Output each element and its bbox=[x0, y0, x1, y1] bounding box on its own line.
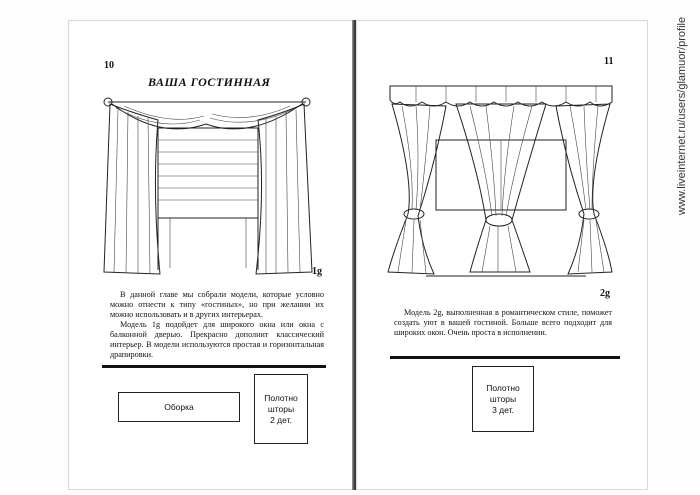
page-title: ВАША ГОСТИННАЯ bbox=[148, 75, 271, 89]
part-label: 2 дет. bbox=[270, 414, 292, 425]
left-paragraph: Модель 1g подойдет для широкого окна или окна с балконной дверью. Прекрасно дополнит классический интерьер. В модели используются простая и горизонтальная драпировки. bbox=[110, 320, 324, 359]
left-paragraph: В данной главе мы собрали модели, которые условно можно отнести к типу «гостиных», но при желании их можно использовать и в других интерьерах. bbox=[110, 290, 324, 319]
part-label: Полотно bbox=[264, 392, 298, 403]
curtain-illustration-2g bbox=[386, 80, 616, 280]
section-divider bbox=[102, 365, 326, 368]
figure-code-2g: 2g bbox=[600, 288, 610, 299]
part-box-curtain-panel bbox=[472, 366, 534, 432]
part-box-ruffle bbox=[118, 392, 240, 422]
part-box-curtain-panel bbox=[254, 374, 308, 444]
right-page-number: 11 bbox=[604, 56, 614, 67]
section-divider bbox=[390, 356, 620, 359]
right-body-text bbox=[394, 308, 612, 338]
figure-code-1g: 1g bbox=[312, 266, 322, 277]
part-label: Оборка bbox=[164, 401, 194, 412]
curtain-illustration-1g bbox=[100, 90, 320, 280]
part-label: 3 дет. bbox=[492, 404, 514, 415]
watermark-text: www.liveinternet.ru/users/glamuor/profile bbox=[676, 16, 688, 215]
part-label: шторы bbox=[267, 403, 295, 414]
left-body-text bbox=[110, 290, 324, 360]
left-page-number: 10 bbox=[104, 60, 114, 71]
right-paragraph: Модель 2g, выполненная в романтическом стиле, поможет создать уют в вашей гостиной. Больше всего подходит для широких окон. Очень проста в исполнении. bbox=[394, 308, 612, 337]
part-label: шторы bbox=[489, 393, 517, 404]
part-label: Полотно bbox=[486, 382, 520, 393]
